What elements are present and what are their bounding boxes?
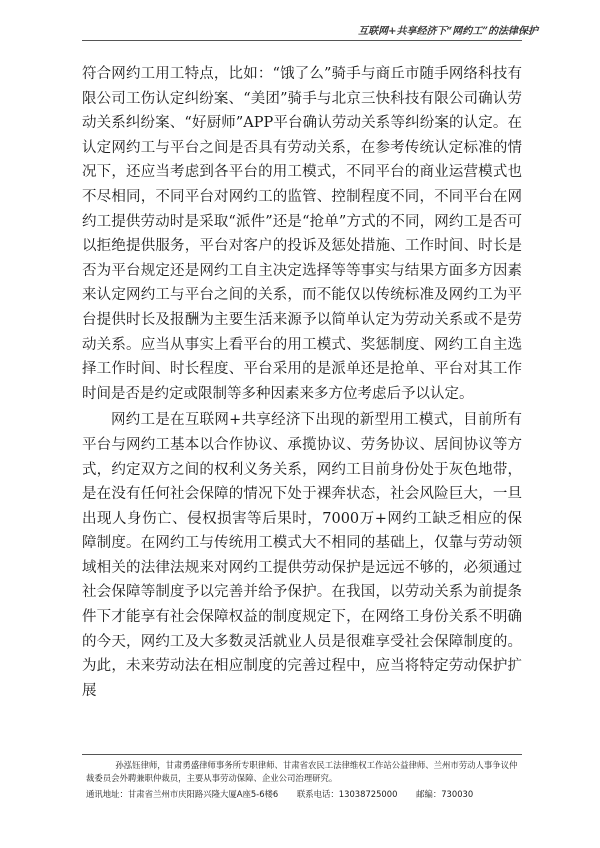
footer-divider [82, 754, 522, 755]
mailing-address: 通讯地址：甘肃省兰州市庆阳路兴隆大厦A座5-6楼6 [86, 789, 279, 799]
page-footer [86, 759, 520, 801]
paragraph-1: 符合网约工用工特点，比如：“饿了么”骑手与商丘市随手网络科技有限公司工伤认定纠纷案、“美团”骑手与北京三快科技有限公司确认劳动关系纠纷案、“好厨师”APP平台确认劳动关系等纠纷案的认定。在认定网约工与平台之间是否具有劳动关系，在参考传统认定标准的情况下，还应当考虑到各平台的用工模式，不同平台的商业运营模式也不尽相同，不同平台对网约工的监管、控制程度不同，不同平台在网约工提供劳动时是采取“派件”还是“抢单”方式的不同，网约工是否可以拒绝提供服务，平台对客户的投诉及惩处措施、工作时间、时长是否为平台规定还是网约工自主决定选择等等事实与结果方面多方因素来认定网约工与平台之间的关系，而不能仅以传统标准及网约工为平台提供时长及报酬为主要生活来源予以简单认定为劳动关系或不是劳动关系。应当从事实上看平台的用工模式、奖惩制度、网约工自主选择工作时间、时长程度、平台采用的是派单还是抢单、平台对其工作时间是否是约定或限制等多种因素来多方位考虑后予以认定。 [82, 66, 522, 402]
header-divider [82, 40, 522, 41]
page-header: 互联网+共享经济下“网约工”的法律保护 [358, 26, 538, 37]
contact-phone: 联系电话：13038725000 [296, 789, 398, 799]
author-bio: 孙泓钰律师，甘肃勇盛律师事务所专职律师、甘肃省农民工法律维权工作站公益律师、兰州市劳动人事争议仲裁委员会外聘兼职仲裁员，主要从事劳动保障、企业公司治理研究。 [86, 760, 518, 783]
contact-info [86, 788, 520, 801]
body-text [82, 62, 522, 703]
postal-code: 邮编：730030 [416, 789, 474, 799]
paragraph-2: 网约工是在互联网+共享经济下出现的新型用工模式，目前所有平台与网约工基本以合作协议、承揽协议、劳务协议、居间协议等方式，约定双方之间的权利义务关系，网约工目前身份处于灰色地带，是在没有任何社会保障的情况下处于裸奔状态，社会风险巨大，一旦出现人身伤亡、侵权损害等后果时，7000万+网约工缺乏相应的保障制度。在网约工与传统用工模式大不相同的基础上，仅靠与劳动领域相关的法律法规来对网约工提供劳动保护是远远不够的，必须通过社会保障等制度予以完善并给予保护。在我国，以劳动关系为前提条件下才能享有社会保障权益的制度规定下，在网络工身份关系不明确的今天，网约工及大多数灵活就业人员是很难享受社会保障制度的。为此，未来劳动法在相应制度的完善过程中，应当将特定劳动保护扩展 [82, 412, 522, 699]
